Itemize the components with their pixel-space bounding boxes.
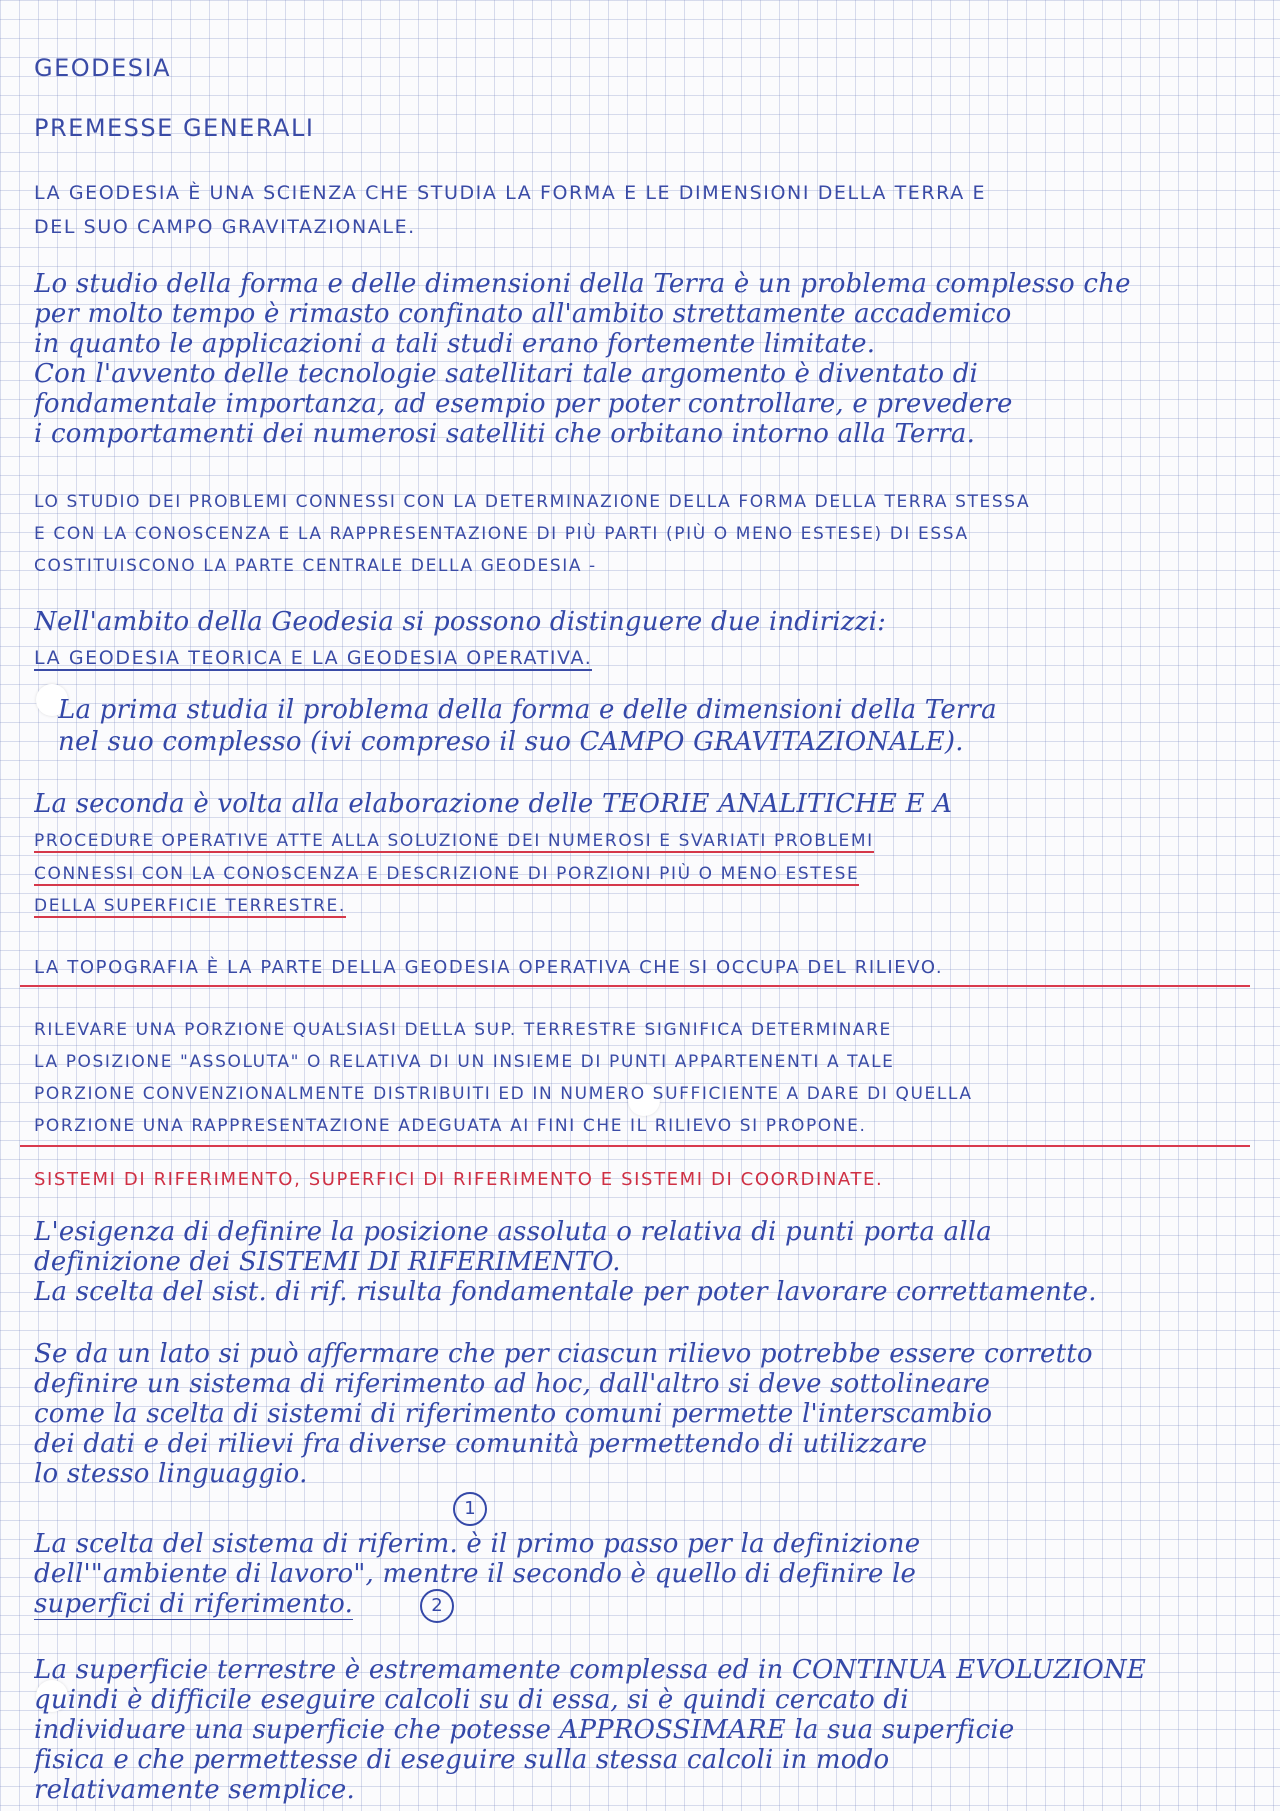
para9-line: fisica e che permettesse di eseguire sulla stessa calcoli in modo	[34, 1745, 890, 1775]
circled-number-1: 1	[453, 1492, 487, 1526]
para7-line: lo stesso linguaggio.	[34, 1459, 308, 1489]
para9-line: quindi è difficile eseguire calcoli su di essa, si è quindi cercato di	[34, 1685, 909, 1715]
para9-line: individuare una superficie che potesse APPROSSIMARE la sua superficie	[34, 1715, 1015, 1745]
para1-line: i comportamenti dei numerosi satelliti che orbitano intorno alla Terra.	[34, 419, 976, 449]
para1-line: Con l'avvento delle tecnologie satellitari tale argomento è diventato di	[34, 359, 979, 389]
para5-caps-line: CONNESSI CON LA CONOSCENZA E DESCRIZIONE DI PORZIONI PIÙ O MENO ESTESE	[34, 864, 860, 884]
red-rule	[20, 1145, 1250, 1147]
para1-line: per molto tempo è rimasto confinato all'ambito strettamente accademico	[34, 299, 1012, 329]
para5-line: La seconda è volta alla elaborazione delle TEORIE ANALITICHE E A	[34, 789, 953, 819]
para7-line: dei dati e dei rilievi fra diverse comunità permettendo di utilizzare	[34, 1429, 928, 1459]
circled-number-2: 2	[420, 1589, 454, 1623]
page-title: GEODESIA	[34, 54, 172, 82]
para6-line: La scelta del sist. di rif. risulta fondamentale per poter lavorare correttamente.	[34, 1277, 1097, 1307]
rilevare-line: PORZIONE UNA RAPPRESENTAZIONE ADEGUATA AI FINI CHE IL RILIEVO SI PROPONE.	[34, 1116, 867, 1136]
para9-line: La superficie terrestre è estremamente complessa ed in CONTINUA EVOLUZIONE	[34, 1655, 1146, 1685]
para8-line: dell'"ambiente di lavoro", mentre il secondo è quello di definire le	[34, 1559, 917, 1589]
para1-line: fondamentale importanza, ad esempio per poter controllare, e prevedere	[34, 389, 1013, 419]
para9-line: relativamente semplice.	[34, 1775, 355, 1805]
para8-line: superfici di riferimento.	[34, 1589, 354, 1619]
para8-line: La scelta del sistema di riferim. è il primo passo per la definizione	[34, 1529, 921, 1559]
para6-line: definizione dei SISTEMI DI RIFERIMENTO.	[34, 1247, 621, 1277]
para2-line: LO STUDIO DEI PROBLEMI CONNESSI CON LA DETERMINAZIONE DELLA FORMA DELLA TERRA STESSA	[34, 492, 1031, 512]
section-heading: SISTEMI DI RIFERIMENTO, SUPERFICI DI RIFERIMENTO E SISTEMI DI COORDINATE.	[34, 1169, 884, 1190]
para7-line: Se da un lato si può affermare che per ciascun rilievo potrebbe essere corretto	[34, 1339, 1093, 1369]
para3-line: Nell'ambito della Geodesia si possono distinguere due indirizzi:	[34, 607, 887, 637]
intro-line: DEL SUO CAMPO GRAVITAZIONALE.	[34, 216, 416, 238]
topografia-statement: LA TOPOGRAFIA È LA PARTE DELLA GEODESIA OPERATIVA CHE SI OCCUPA DEL RILIEVO.	[34, 957, 944, 978]
rilevare-line: RILEVARE UNA PORZIONE QUALSIASI DELLA SUP. TERRESTRE SIGNIFICA DETERMINARE	[34, 1020, 892, 1040]
para1-line: Lo studio della forma e delle dimensioni della Terra è un problema complesso che	[34, 269, 1131, 299]
geodesia-types: LA GEODESIA TEORICA E LA GEODESIA OPERATIVA.	[34, 647, 593, 669]
red-rule	[20, 985, 1250, 987]
para7-line: come la scelta di sistemi di riferimento comuni permette l'interscambio	[34, 1399, 993, 1429]
para2-line: E CON LA CONOSCENZA E LA RAPPRESENTAZIONE DI PIÙ PARTI (PIÙ O MENO ESTESE) DI ESSA	[34, 524, 969, 544]
page-subtitle: PREMESSE GENERALI	[34, 114, 315, 142]
rilevare-line: LA POSIZIONE "ASSOLUTA" O RELATIVA DI UN INSIEME DI PUNTI APPARTENENTI A TALE	[34, 1052, 895, 1072]
para2-line: COSTITUISCONO LA PARTE CENTRALE DELLA GEODESIA -	[34, 556, 597, 576]
para5-caps-line: PROCEDURE OPERATIVE ATTE ALLA SOLUZIONE DEI NUMEROSI E SVARIATI PROBLEMI	[34, 831, 874, 851]
para5-caps-line: DELLA SUPERFICIE TERRESTRE.	[34, 896, 346, 916]
para7-line: definire un sistema di riferimento ad hoc, dall'altro si deve sottolineare	[34, 1369, 991, 1399]
para4-line: nel suo complesso (ivi compreso il suo CAMPO GRAVITAZIONALE).	[58, 727, 964, 757]
rilevare-line: PORZIONE CONVENZIONALMENTE DISTRIBUITI ED IN NUMERO SUFFICIENTE A DARE DI QUELLA	[34, 1084, 973, 1104]
para6-line: L'esigenza di definire la posizione assoluta o relativa di punti porta alla	[34, 1217, 992, 1247]
para4-line: La prima studia il problema della forma e delle dimensioni della Terra	[58, 695, 997, 725]
para3-caps-line	[34, 642, 592, 674]
para1-line: in quanto le applicazioni a tali studi erano fortemente limitate.	[34, 329, 876, 359]
intro-line: LA GEODESIA È UNA SCIENZA CHE STUDIA LA FORMA E LE DIMENSIONI DELLA TERRA E	[34, 182, 987, 204]
